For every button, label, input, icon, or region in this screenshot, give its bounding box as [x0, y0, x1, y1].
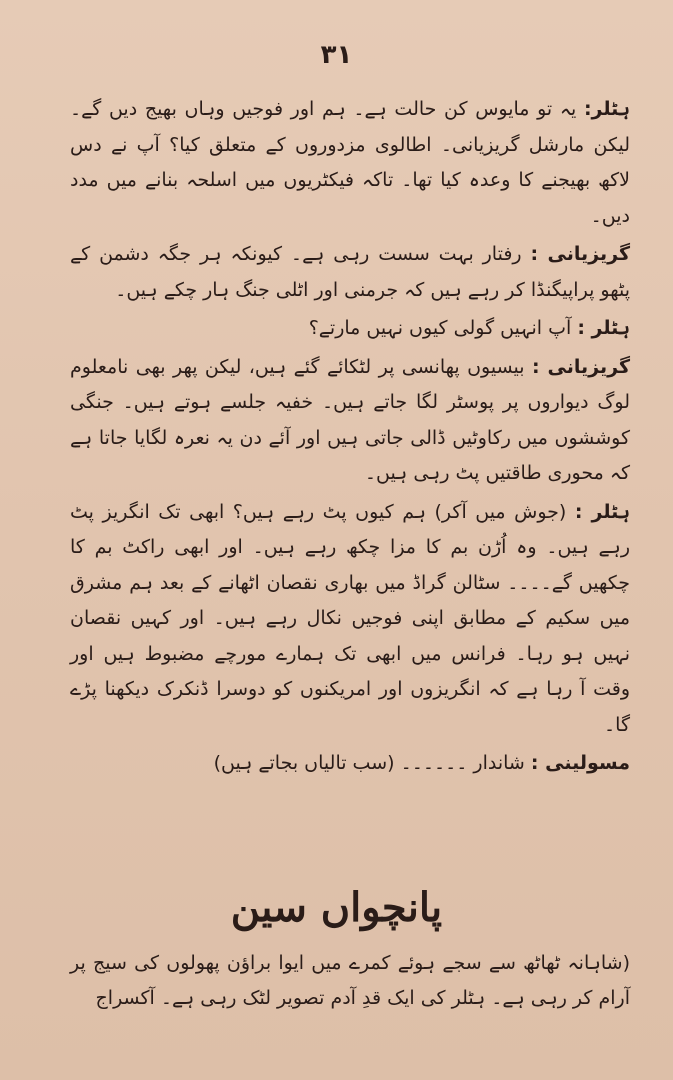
- page-number: ۳۱: [320, 40, 353, 70]
- dialogue-text: (جوش میں آکر) ہم کیوں پٹ رہے ہیں؟ ابھی تک انگریز پٹ رہے ہیں۔ وہ اُڑن بم کا مزا چکھ رہے ہیں۔ اور ابھی راکٹ بم کا چکھیں گے۔۔۔۔ سٹالن گراڈ میں بھاری نقصان اٹھانے کے بعد ہم مشرق میں سکیم کے مطابق اپنی فوجیں نکال رہے ہیں۔ اور کہیں نقصان نہیں ہو رہا۔ فرانس میں ابھی تک ہمارے مورچے مضبوط ہیں اور وقت آ رہا ہے کہ انگریزوں اور امریکنوں کو دوسرا ڈنکرک دیکھنا پڑے گا۔: [70, 500, 630, 736]
- dialogue-line: [70, 350, 630, 492]
- speaker-name: ہٹلر:: [583, 98, 631, 120]
- dialogue-line: [70, 92, 630, 234]
- scene-title: پانچواں سین: [230, 884, 443, 931]
- speaker-name: گریزیانی :: [530, 243, 630, 265]
- dialogue-text: شاندار ۔۔۔۔۔۔ (سب تالیاں بجاتے ہیں): [213, 752, 525, 774]
- dialogue-line: [70, 746, 630, 782]
- dialogue-line: [70, 237, 630, 308]
- dialogue-line: [70, 311, 630, 347]
- dialogue-line: [70, 495, 630, 744]
- speaker-name: مسولینی :: [530, 752, 630, 774]
- dialogue-text: یہ تو مایوس کن حالت ہے۔ ہم اور فوجیں وہاں بھیج دیں گے۔ لیکن مارشل گریزیانی۔ اطالوی مزدوروں کے متعلق کیا؟ آپ نے دس لاکھ بھیجنے کا وعدہ کیا تھا۔ تاکہ فیکٹریوں میں اسلحہ بنانے میں مدد دیں۔: [70, 98, 630, 227]
- dialogue-text: رفتار بہت سست رہی ہے۔ کیونکہ ہر جگہ دشمن کے پٹھو پراپیگنڈا کر رہے ہیں کہ جرمنی اور اٹلی جنگ ہار چکے ہیں۔: [70, 243, 630, 301]
- speaker-name: گریزیانی :: [531, 355, 630, 378]
- speaker-name: ہٹلر :: [577, 317, 630, 339]
- speaker-name: ہٹلر :: [574, 500, 630, 523]
- scene-description: (شاہانہ ٹھاٹھ سے سجے ہوئے کمرے میں ایوا براؤن پھولوں کی سیج پر آرام کر رہی ہے۔ ہٹلر کی ایک قدِ آدم تصویر لٹک رہی ہے۔ آکسراج: [70, 952, 630, 1009]
- dialogue-text: آپ انہیں گولی کیوں نہیں مارتے؟: [308, 317, 572, 339]
- dialogue-text: بیسیوں پھانسی پر لٹکائے گئے ہیں، لیکن پھر بھی نامعلوم لوگ دیواروں پر پوسٹر لگا جاتے ہیں۔ خفیہ جلسے ہوتے ہیں۔ جنگی کوششوں میں رکاوٹیں ڈالی جاتی ہیں اور آئے دن یہ نعرہ لگایا جاتا ہے کہ محوری طاقتیں پٹ رہی ہیں۔: [70, 355, 630, 484]
- dialogue-body: [70, 92, 630, 785]
